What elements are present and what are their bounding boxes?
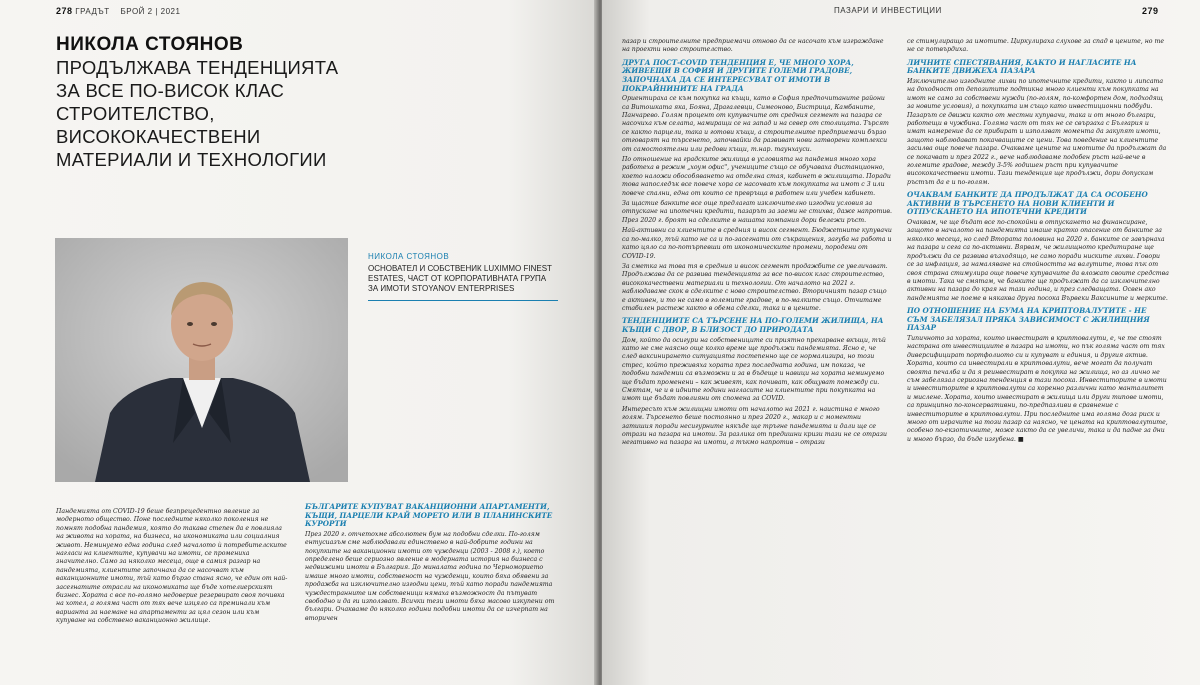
- section-heading: ЛИЧНИТЕ СПЕСТЯВАНИЯ, КАКТО И НАГЛАСИТЕ НА БАНКИТЕ ДВИЖЕХА ПАЗАРА: [907, 57, 1137, 76]
- portrait-illustration: [55, 238, 348, 482]
- paragraph: Интересът към жилищни имоти от началото на 2021 г. наистина е много голям. Търсенето беше постоянно и през 2020 г., макар и с моментни затишия поради несигурните някъде ще тръгне пандемията и дали ще се отрази на пазара на имоти. За разлика от предишни кризи тази не се отрази негативно на пазара на имоти, а тъкмо напротив – отрази: [622, 405, 888, 447]
- paragraph: Най-активни са клиентите в средния и висок сегмент. Бюджетните купувачи са по-малко, тъй като не са и по-засегнати от съкращения, загуба на работа и като цяло са по-потърпевши от икономическите промени, породени от COVID-19.: [622, 227, 892, 260]
- caption-role: ОСНОВАТЕЛ И СОБСТВЕНИК LUXIMMO FINEST ESTATES, ЧАСТ ОТ КОРПОРАТИВНАТА ГРУПА ЗА ИМОТИ STOYANOV ENTERPRISES: [368, 264, 552, 293]
- left-column-2: [305, 503, 557, 625]
- caption-rule: [368, 300, 558, 301]
- paragraph: За сметка на това тя в средния и висок сегмент продажбите се увеличават. Продължава да се развива тенденцията за все по-висок клас строителство, висококачествени материали и технологии. От началото на 2021 г. наблюдаваме скок в сделките с ново строителство. Вторичният пазар също е активен, и то не само в големите градове, в по-малките също. Отчитаме стабилен растеж както в обема сделки, така и в цените.: [622, 262, 888, 312]
- paragraph: Изключително изгодните лихви по ипотечните кредити, както и липсата на доходност от депозитите подтикна много клиенти към покупката на имот не само за собствени нужди (по-голям, по-комфортен дом, подходящ за новите условия), а покупката им също като инвестиционни подбуди. Пазарът се движи както от местни купувачи, така и от много българи, работещи в чужбина. Голяма част от тях не се свързаха с България и имат намерение да се прибират и използват момента да закупят имоти, защото наблюдават покачващите се цени. Това поведение на клиентите засилва още повече пазара. Очакваме цените на имотите да продължат да се покачват и през 2022 г., вече наблюдаваме подобен ръст най-вече в големите градове, между 3-5% годишен ръст при купувачите висококачествени имоти. Тази тенденция ще продължи, дори допускам ръстът да е и по-голям.: [907, 78, 1167, 186]
- portrait-photo: [55, 238, 348, 482]
- paragraph: Ориентираха се към покупка на къщи, като в София предпочитаните райони са Витошката яка, Бояна, Драгалевци, Симеоново, Бистрица, Камбаните, Панчарево. Голям процент от купувачите от средния сегмент на пазара се насочиха към селата, намиращи се на запад и на север от столицата. Търсят се както парцели, така и готови къщи, а строителните предприемачи бързо отговарят на търсенето, започвайки да развиват нови затворени комплекси от самостоятелни или редови къщи, т.нар. таунхауси.: [622, 95, 889, 153]
- right-column-2: [907, 38, 1169, 446]
- section-heading: ДРУГА ПОСТ-COVID ТЕНДЕНЦИЯ Е, ЧЕ МНОГО ХОРА, ЖИВЕЕЩИ В СОФИЯ И ДРУГИТЕ ГОЛЕМИ ГРАДОВЕ, ЗАПОЧНАХА ДА СЕ ИНТЕРЕСУВАТ ОТ ИМОТИ В ПОКРАЙНИНИТЕ НА ГРАДА: [622, 57, 854, 93]
- left-page: [0, 0, 598, 685]
- paragraph: се стимулиращо за имотите. Циркулираха слухове за спад в цените, но те не се потвърдиха.: [907, 38, 1164, 54]
- right-folio-number: 279: [1142, 6, 1159, 16]
- left-column-1: [56, 508, 288, 628]
- right-page: [602, 0, 1200, 685]
- paragraph: Очаквам, че ще бъдат все по-спокойни в отпускането на финансиране, защото в началото на пандемията имаше кратко опасение от банките за няколко месеца, но след Втората половина на 2020 г. банките се завърнаха на пазара и сега са по-активни. Вярвам, че жилищното кредитиране ще продължи да се развива възходящо, не само поради ниските лихви. Говори се за инфлация, за намаляване на стойността на валутите, това пък от своя страна стимулира още повече купувачите да вложат своите средства в имоти. Така че смятам, че банките ще продължат да са изключително активни на пазара до края на тази година, и през следващата. Освен ако пандемията не поеме в някаква друга посока Вървеки Ваксините и мерките.: [907, 219, 1169, 302]
- paragraph: По отношение на градските жилища в условията на пандемия много хора работеха в режим „хоум офис", учениците също се обучаваха дистанционно, което наложи обособяването на отделна стая, кабинет в жилищата. Поради това напоследък все повече хора се насочват към покупката на имот с 3 или повече спални, една от които се превръща в работен или учебен кабинет.: [622, 156, 891, 197]
- left-folio: 278 ГРАДЪТ БРОЙ 2 | 2021: [56, 6, 181, 16]
- article-title-name: НИКОЛА СТОЯНОВ: [56, 34, 244, 55]
- right-column-1: [622, 38, 892, 450]
- caption-name: НИКОЛА СТОЯНОВ: [368, 252, 450, 261]
- section-heading: БЪЛГАРИТЕ КУПУВАТ ВАКАНЦИОННИ АПАРТАМЕНТИ, КЪЩИ, ПАРЦЕЛИ КРАЙ МОРЕТО ИЛИ В ПЛАНИНСКИТЕ КУРОРТИ: [305, 502, 553, 529]
- paragraph: пазар и строителните предприемачи отново да се насочат към изграждане на проекти ново строителство.: [622, 38, 884, 54]
- section-heading: ОЧАКВАМ БАНКИТЕ ДА ПРОДЪЛЖАТ ДА СА ОСОБЕНО АКТИВНИ В ТЪРСЕНЕТО НА НОВИ КЛИЕНТИ И ОТПУСКАНЕТО НА ИПОТЕЧНИ КРЕДИТИ: [907, 190, 1148, 217]
- paragraph: Типичното за хората, които инвестират в криптовалути, е, че те стоят настрана от инвестициите в пазара на имоти, но пък голяма част от тях диверсифицират портфолиото си и купуват и единия, и другия актив. Хората, които са инвестирали в криптовалути, вече могат да получат своята печалба и да я реинвестират в покупка на жилища, но аз лично не съм забелязал сериозна тенденция в тази посока. Инвеститорите в имоти и инвеститорите в криптовалути са коренно различни като манталитет и мислене. Хората, които инвестират в жилища или други типове имоти, са принципно по-консервативни, по-предпазливи в сравнение с инвеститорите в криптовалути. При последните има голяма доза риск и много от играчите на този пазар са наясно, че цената на криптовалутите, особено по-екзотичните, може както да се увеличи, така и да падне за дни и много бързо, да бъде изгубена. ■: [907, 334, 1168, 443]
- right-folio-section: ПАЗАРИ И ИНВЕСТИЦИИ: [834, 6, 942, 15]
- paragraph: През 2020 г. отчетохме абсолютен бум на подобни сделки. По-голям ентусиазъм сме наблюдавали единствено в най-добрите години на покупките на ваканционни имоти от чужденци (2003 - 2008 г.), което определено беше сериозно явление в модерната история на бизнеса с недвижими имоти в България. До миналата година по Черноморието имаше много имоти, собственост на чужденци, които бяха обявени за продажба на изключително изгодни цени, тъй като поради пандемията чуждестранните им собственици нямаха възможност да пътуват свободно и да ги използват. Всички тези имоти бяха масово изкупени от българи. Очакваме до няколко години подобни имоти да се изчерпат на вторичен: [305, 530, 555, 622]
- paragraph: За щастие банките все още предлагат изключително изгодни условия за отпускане на ипотечни кредити, пазарът за заеми не стихва, даже напротив. През 2020 г. броят на сделките в нашата компания дори бележи ръст.: [622, 200, 892, 224]
- article-title-subtitle: ПРОДЪЛЖАВА ТЕНДЕНЦИЯТА ЗА ВСЕ ПО-ВИСОК КЛАС СТРОИТЕЛСТВО, ВИСОКОКАЧЕСТВЕНИ МАТЕРИАЛИ И ТЕХНОЛОГИИ: [56, 57, 339, 170]
- section-heading: ТЕНДЕНЦИИТЕ СА ТЪРСЕНЕ НА ПО-ГОЛЕМИ ЖИЛИЩА, НА КЪЩИ С ДВОР, В БЛИЗОСТ ДО ПРИРОДАТА: [622, 316, 884, 334]
- paragraph: Пандемията от COVID-19 беше безпрецедентно явление за модерното общество. Поне последните няколко поколения не помнят подобна пандемия, която до такава степен да е повлияла на живота на хората, на бизнеса, на икономиката или социалния живот. Неминуемо една година след началото ѝ потребителските нагласи на клиентите, купувачи на имоти, се промениха значително. Само за няколко месеца, още в самия разгар на пандемията, клиентите започнаха да се насочват към ваканционните имоти, тъй като бързо стана ясно, че един от най-засегнатите отрасли на икономиката ще бъде хотелиерският бизнес. Хората с все по-голямо недоверие резервират своя почивка на хотел, а голяма част от тях вече изцяло са преминали към варианта за наемане на апартаменти за цял сезон или към купуване на собствено ваканционно жилище.: [56, 508, 288, 625]
- photo-caption: [368, 252, 558, 294]
- section-heading: ПО ОТНОШЕНИЕ НА БУМА НА КРИПТОВАЛУТИТЕ - НЕ СЪМ ЗАБЕЛЯЗАЛ ПРЯКА ЗАВИСИМОСТ С ЖИЛИЩНИЯ ПАЗАР: [907, 306, 1150, 333]
- paragraph: Дом, който да осигури на собствениците си приятно прекарване вкъщи, тъй като не сме наясно още колко време ще продължи пандемията. Ясно е, че след ваксинирането ситуацията постепенно ще се нормализира, но този стрес, който преживяха хората през последната година, им показа, че подобни пандемии са възможни и за в бъдеще и навици на хората неминуемо ще бъдат променени – как живеят, как почиват, как общуват помежду си. Смятам, че и в идните години нагласите на клиентите при покупката на имот ще бъдат повлияни от спомена за COVID.: [622, 336, 886, 403]
